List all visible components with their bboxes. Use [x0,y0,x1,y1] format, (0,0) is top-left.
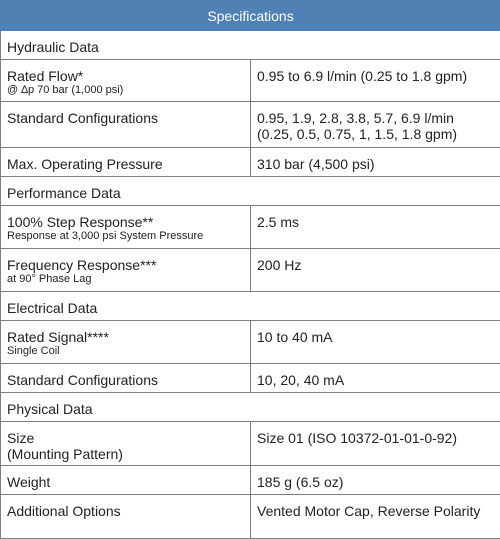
step-response-value: 2.5 ms [251,206,500,249]
row-label-step-response [1,206,251,249]
additional-options-label: Additional Options [1,495,251,539]
size-label-line1: Size [7,430,35,446]
std-config-hyd-value-line2: (0.25, 0.5, 0.75, 1, 1.5, 1.8 gpm) [257,126,458,142]
freq-response-value: 200 Hz [251,249,500,292]
freq-response-label: Frequency Response*** [7,257,157,273]
row-label-freq-response [1,249,251,292]
rated-signal-label: Rated Signal**** [7,329,109,345]
std-config-elec-label: Standard Configurations [1,364,251,393]
table-row [1,422,500,466]
table-row [1,60,500,102]
std-config-hyd-label: Standard Configurations [1,102,251,148]
table-row [1,206,500,249]
rated-flow-value: 0.95 to 6.9 l/min (0.25 to 1.8 gpm) [251,60,500,102]
table-row [1,466,500,495]
size-label-line2: (Mounting Pattern) [7,446,123,462]
table-header-row [1,1,500,31]
table-row [1,102,500,148]
table-row [1,495,500,539]
table-title: Specifications [1,1,500,31]
step-response-label: 100% Step Response** [7,214,154,230]
weight-label: Weight [1,466,251,495]
rated-flow-sub: @ ∆p 70 bar (1,000 psi) [7,84,124,96]
row-value-std-config-hyd [251,102,500,148]
section-row-electrical [1,292,500,321]
table-row [1,321,500,364]
max-pressure-value: 310 bar (4,500 psi) [251,148,500,177]
rated-signal-value: 10 to 40 mA [251,321,500,364]
max-pressure-label: Max. Operating Pressure [1,148,251,177]
table-row [1,364,500,393]
section-title-electrical: Electrical Data [1,292,500,321]
weight-value: 185 g (6.5 oz) [251,466,500,495]
row-label-rated-signal [1,321,251,364]
size-value: Size 01 (ISO 10372-01-01-0-92) [251,422,500,466]
rated-flow-label: Rated Flow* [7,68,84,84]
std-config-hyd-value-line1: 0.95, 1.9, 2.8, 3.8, 5.7, 6.9 l/min [257,110,454,126]
freq-response-sub: at 90° Phase Lag [7,273,92,285]
section-title-performance: Performance Data [1,177,500,206]
step-response-sub: Response at 3,000 psi System Pressure [7,230,204,242]
additional-options-value: Vented Motor Cap, Reverse Polarity [251,495,500,539]
std-config-elec-value: 10, 20, 40 mA [251,364,500,393]
section-row-performance [1,177,500,206]
row-label-size [1,422,251,466]
section-title-hydraulic: Hydraulic Data [1,31,500,60]
section-row-hydraulic [1,31,500,60]
section-title-physical: Physical Data [1,393,500,422]
section-row-physical [1,393,500,422]
table-row [1,148,500,177]
row-label-rated-flow [1,60,251,102]
table-row [1,249,500,292]
rated-signal-sub: Single Coil [7,345,60,357]
